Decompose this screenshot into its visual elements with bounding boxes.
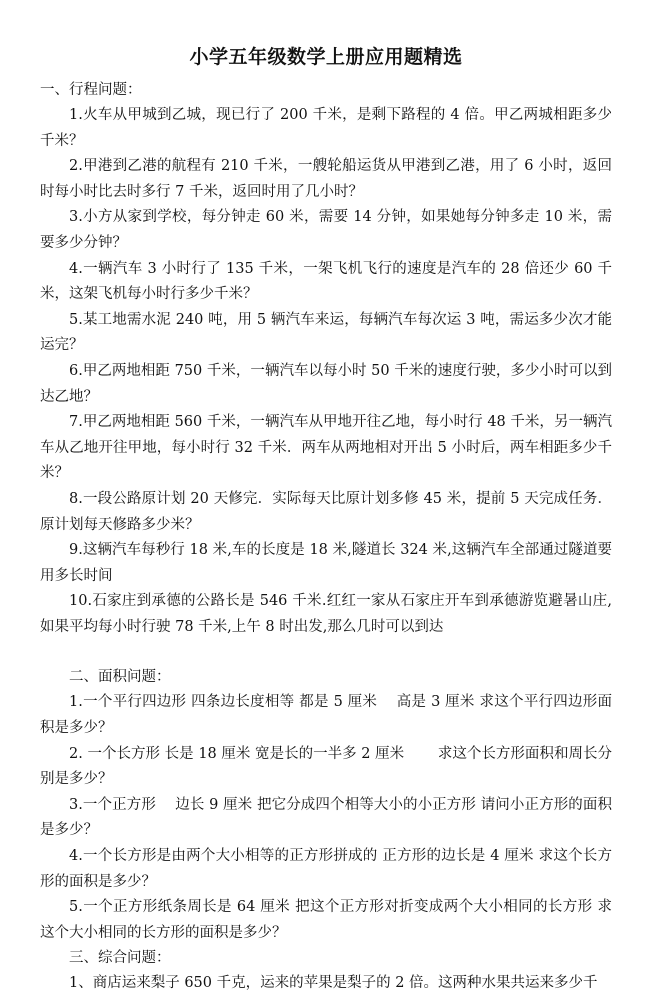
question-item: 7.甲乙两地相距 560 千米，一辆汽车从甲地开往乙地，每小时行 48 千米，另一辆汽车从乙地开往甲地，每小时行 32 千米．两车从两地相对开出 5 小时后，两车相距多少千米？ <box>40 414 612 482</box>
question-item: 2. 一个长方形 长是 18 厘米 宽是长的一半多 2 厘米 求这个长方形面积和周长分别是多少？ <box>40 745 612 788</box>
question-item: 5.某工地需水泥 240 吨，用 5 辆汽车来运，每辆汽车每次运 3 吨，需运多少次才能运完？ <box>40 311 612 354</box>
question-item: 10.石家庄到承德的公路长是 546 千米.红红一家从石家庄开车到承德游览避暑山庄,如果平均每小时行驶 78 千米,上午 8 时出发,那么几时可以到达 <box>40 593 612 635</box>
page-title: 小学五年级数学上册应用题精选 <box>189 46 463 68</box>
section-comprehensive-problems <box>40 946 612 997</box>
section-area-problems <box>40 665 612 946</box>
question-item: 8.一段公路原计划 20 天修完．实际每天比原计划多修 45 米，提前 5 天完成任务．原计划每天修路多少米？ <box>40 490 612 533</box>
question-item: 3.小方从家到学校，每分钟走 60 米，需要 14 分钟，如果她每分钟多走 10 米，需要多少分钟？ <box>40 209 612 251</box>
section-travel-problems <box>40 78 612 640</box>
document-page <box>40 0 612 997</box>
section-heading: 二、面积问题： <box>69 669 171 686</box>
question-item: 1.一个平行四边形 四条边长度相等 都是 5 厘米 高是 3 厘米 求这个平行四边形面积是多少？ <box>40 694 612 737</box>
question-item: 6.甲乙两地相距 750 千米，一辆汽车以每小时 50 千米的速度行驶，多少小时可以到达乙地？ <box>40 362 612 405</box>
question-item: 9.这辆汽车每秒行 18 米,车的长度是 18 米,隧道长 324 米,这辆汽车全部通过隧道要用多长时间 <box>40 542 612 584</box>
question-item: 3.一个正方形 边长 9 厘米 把它分成四个相等大小的小正方形 请问小正方形的面积是多少？ <box>40 796 612 839</box>
question-item: 1.火车从甲城到乙城，现已行了 200 千米，是剩下路程的 4 倍。甲乙两城相距多少千米？ <box>40 107 612 149</box>
question-item: 5.一个正方形纸条周长是 64 厘米 把这个正方形对折变成两个大小相同的长方形 求这个大小相同的长方形的面积是多少？ <box>40 899 612 941</box>
question-item: 4.一辆汽车 3 小时行了 135 千米，一架飞机飞行的速度是汽车的 28 倍还少 60 千米，这架飞机每小时行多少千米？ <box>40 260 612 303</box>
section-heading: 三、综合问题： <box>69 950 171 967</box>
question-item: 4.一个长方形是由两个大小相等的正方形拼成的 正方形的边长是 4 厘米 求这个长方形的面积是多少？ <box>40 848 612 890</box>
question-item: 2.甲港到乙港的航程有 210 千米，一艘轮船运货从甲港到乙港，用了 6 小时，返回时每小时比去时多行 7 千米，返回时用了几小时？ <box>40 158 612 200</box>
question-item: 1、商店运来梨子 650 千克，运来的苹果是梨子的 2 倍。这两种水果共运来多少千 <box>69 975 598 992</box>
section-heading: 一、行程问题： <box>40 82 142 98</box>
